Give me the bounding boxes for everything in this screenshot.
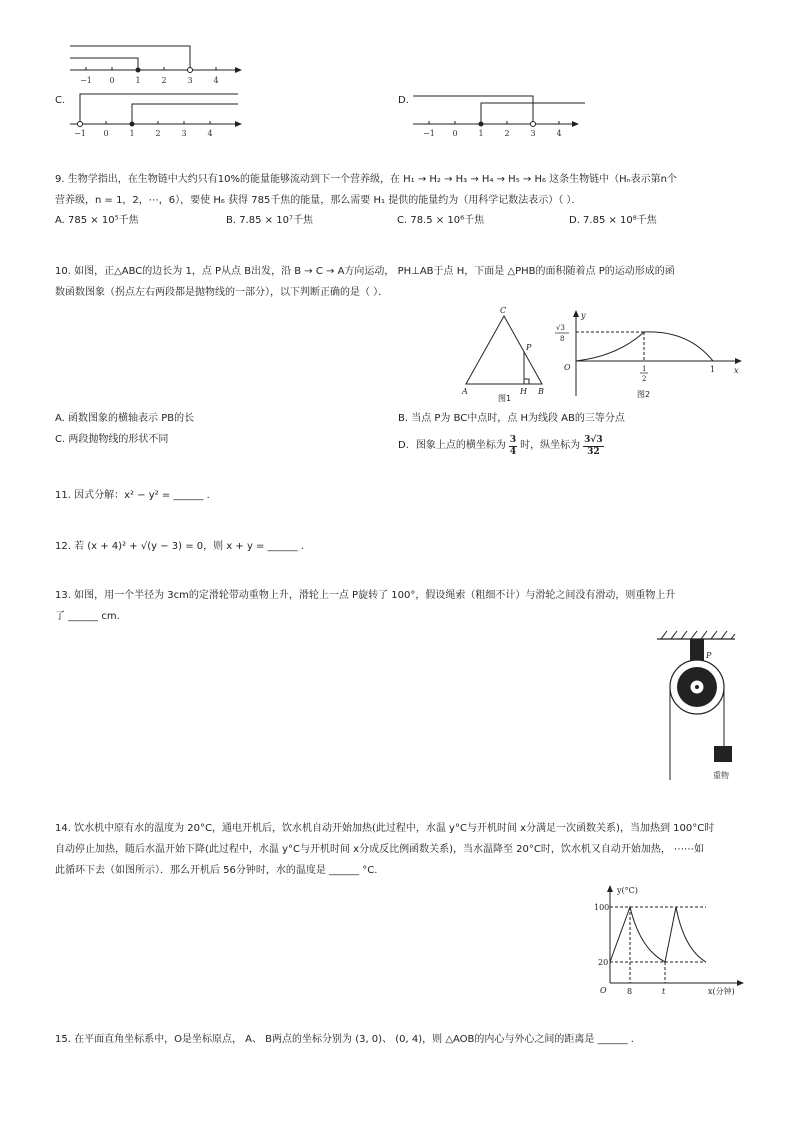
q14-temperature-graph	[590, 883, 770, 1003]
fig2-label-y: y	[581, 311, 586, 320]
q10-option-d-text1: 图象上点的横坐标为	[415, 440, 506, 451]
q10-option-d	[398, 430, 604, 462]
fig1-label-a: A	[462, 387, 468, 396]
fig2-caption: 图2	[637, 390, 651, 399]
tick: 2	[155, 129, 161, 138]
option-d-label: D.	[398, 95, 409, 106]
tick: −1	[423, 129, 435, 138]
q9-line1: 9. 生物学指出，在生物链中大约只有10%的能量能够流动到下一个营养级，在 H₁ → H₂ → H₃ → H₄ → H₅ → H₆ 这条生物链中（Hₙ表示第n个	[55, 174, 677, 185]
tick: 1	[135, 76, 141, 85]
tick: 1	[478, 129, 484, 138]
fig2-half-num: 1	[642, 365, 647, 373]
tick: −1	[80, 76, 92, 85]
tick: 3	[530, 129, 536, 138]
fig1-label-b: B	[538, 387, 544, 396]
graph-label-100: 100	[594, 903, 610, 912]
q9-line2: 营养级，n = 1，2，⋯，6），要使 H₆ 获得 785千焦的能量，那么需要 H₁ 提供的能量约为（用科学记数法表示）（ ）．	[55, 195, 582, 206]
fig1-label-h: H	[520, 387, 527, 396]
tick: 2	[161, 76, 167, 85]
q9-option-b: B. 7.85 × 10⁷千焦	[226, 215, 313, 226]
fig1-caption: 图1	[498, 394, 512, 402]
fig1-label-c: C	[500, 306, 507, 315]
tick: 3	[181, 129, 187, 138]
tick: 3	[187, 76, 193, 85]
q10-figure2-graph	[548, 306, 748, 402]
fig2-label-x: x	[734, 366, 739, 375]
tick: 0	[109, 76, 115, 85]
numberline-option-c	[60, 88, 250, 138]
numberline-top	[60, 40, 250, 90]
frac-den: 4	[509, 446, 517, 457]
fig1-label-p: P	[526, 343, 532, 352]
tick: 0	[103, 129, 109, 138]
tick: 4	[207, 129, 213, 138]
q15-text: 15. 在平面直角坐标系中，O是坐标原点， A、 B两点的坐标分别为 (3, 0)、 (0, 4)，则 △AOB的内心与外心之间的距离是 ______ .	[55, 1034, 634, 1045]
fig2-ymax-den: 8	[560, 335, 565, 343]
q9-option-d: D. 7.85 × 10⁸千焦	[569, 215, 657, 226]
q13-line1: 13. 如图，用一个半径为 3cm的定滑轮带动重物上升，滑轮上一点 P旋转了 100°，假设绳索（粗细不计）与滑轮之间没有滑动，则重物上升	[55, 590, 676, 601]
q10-line1: 10. 如图，正△ABC的边长为 1，点 P从点 B出发，沿 B → C → A方向运动， PH⊥AB于点 H，下面是 △PHB的面积随着点 P的运动形成的函	[55, 266, 675, 277]
q10-figure1-triangle	[456, 302, 551, 402]
q9-option-a: A. 785 × 10⁵千焦	[55, 215, 139, 226]
tick: 1	[129, 129, 135, 138]
fig2-label-o: O	[564, 363, 571, 372]
graph-label-8: 8	[627, 987, 633, 996]
q10-option-d-text2: 时，纵坐标为	[520, 440, 581, 451]
q13-pulley-figure	[655, 628, 740, 786]
q13-line2: 了 ______ cm.	[55, 611, 120, 622]
fig2-ymax-num: √3	[556, 324, 565, 332]
q10-option-d-prefix: D.	[398, 440, 409, 451]
q10-option-d-frac1	[509, 435, 517, 458]
graph-label-x: x(分钟)	[708, 987, 735, 996]
pulley-label-p: P	[706, 651, 712, 660]
tick: 0	[452, 129, 458, 138]
frac-num: 3	[509, 434, 517, 445]
tick: 4	[213, 76, 219, 85]
q9-option-c: C. 78.5 × 10⁶千焦	[397, 215, 485, 226]
frac-den: 32	[587, 446, 600, 457]
q11-text: 11. 因式分解：x² − y² = ______ .	[55, 490, 210, 501]
tick: 4	[556, 129, 562, 138]
tick: −1	[74, 129, 86, 138]
option-c-label: C.	[55, 95, 66, 106]
fig2-label-1: 1	[710, 365, 716, 374]
q10-option-b: B. 当点 P为 BC中点时，点 H为线段 AB的三等分点	[398, 413, 625, 424]
q14-line3: 此循环下去（如图所示）．那么开机后 56分钟时，水的温度是 ______ °C.	[55, 865, 378, 876]
tick: 2	[504, 129, 510, 138]
q10-option-d-frac2	[583, 435, 603, 458]
graph-label-t: t	[662, 987, 666, 996]
graph-label-20: 20	[598, 958, 609, 967]
q14-line1: 14. 饮水机中原有水的温度为 20°C，通电开机后，饮水机自动开始加热(此过程中，水温 y°C与开机时间 x分满足一次函数关系)，当加热到 100°C时	[55, 823, 715, 834]
weight-label: 重物	[713, 771, 729, 780]
graph-label-y: y(°C)	[617, 886, 638, 895]
q10-option-c: C. 两段抛物线的形状不同	[55, 434, 169, 445]
q12-text: 12. 若 (x + 4)² + √(y − 3) = 0，则 x + y = ______ .	[55, 541, 304, 552]
q10-option-a: A. 函数图象的横轴表示 PB的长	[55, 413, 195, 424]
frac-num: 3√3	[584, 434, 603, 445]
numberline-option-d	[405, 88, 595, 138]
fig2-half-den: 2	[642, 375, 647, 383]
graph-label-o: O	[600, 986, 607, 995]
q10-line2: 数函数图象（拐点左右两段都是抛物线的一部分），以下判断正确的是（ ）．	[55, 287, 389, 298]
q14-line2: 自动停止加热，随后水温开始下降(此过程中，水温 y°C与开机时间 x分成反比例函数关系)，当水温降至 20°C时，饮水机又自动开始加热， ⋯⋯如	[55, 844, 705, 855]
